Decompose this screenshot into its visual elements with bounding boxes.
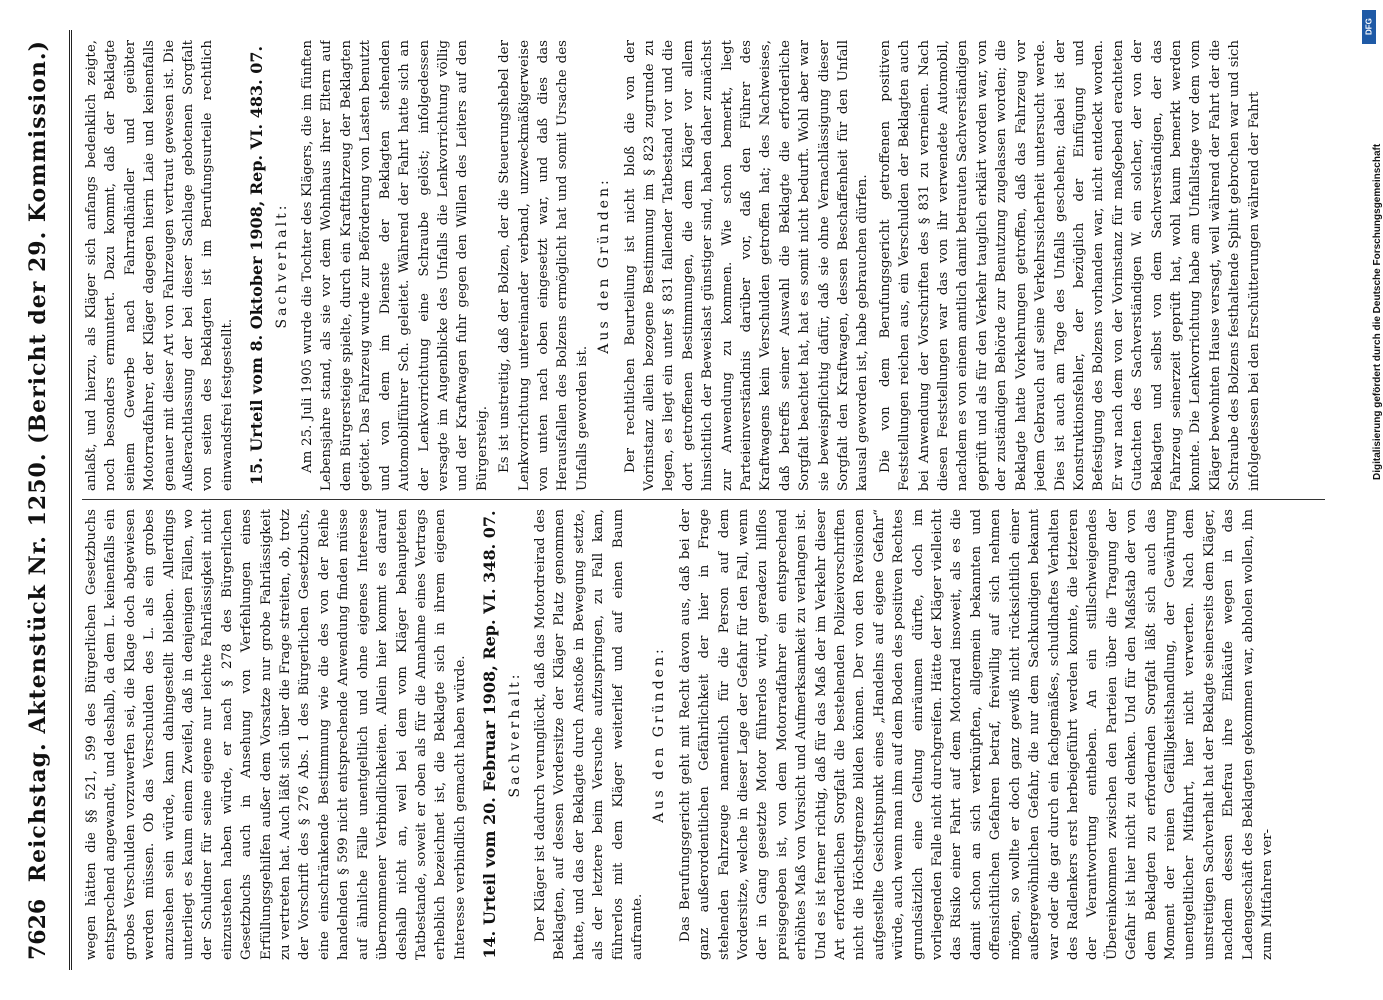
section-subheading: Sachverhalt: [506, 671, 523, 798]
section-heading-15: 15. Urteil vom 8. Oktober 1908, Rep. VI. 483. 07. [247, 45, 267, 486]
page-number: 7626 [25, 898, 51, 960]
left-column [82, 509, 1325, 960]
right-column [82, 40, 1325, 491]
page-header [25, 30, 72, 970]
dfg-logo: DFG [1362, 10, 1376, 44]
paragraph: Der rechtlichen Beurteilung ist nicht bloß die von der Vorinstanz allein bezogene Bestimmung im § 823 zugrunde zu legen, es liegt ein unter § 831 fallender Tatbestand vor und die dort getroffenen Bestimmungen, die dem Kläger vor allem hinsichtlich der Beweislast günstiger sind, haben daher zunächst zur Anwendung zu kommen. Wie schon bemerkt, liegt Parteieinverständnis darüber vor, daß den Führer des Kraftwagens kein Verschulden getroffen hat; des Nachweises, daß betreffs seiner Auswahl die Beklagte die erforderliche Sorgfalt beachtet hat, hat es somit nicht bedurft. Wohl aber war sie beweispflichtig dafür, daß sie ohne Vernachlässigung dieser Sorgfalt den Kraftwagen, dessen Beschaffenheit für den Unfall kausal geworden ist, habe gebrauchen dürfen. [622, 40, 871, 491]
text-columns [72, 30, 1325, 970]
digitization-credit: Digitalisierung gefördert durch die Deutsche Forschungsgemeinschaft [1372, 143, 1383, 480]
section-heading-14: 14. Urteil vom 20. Februar 1908, Rep. VI. 348. 07. [480, 510, 500, 959]
section-subheading: Sachverhalt: [273, 202, 290, 329]
paragraph: Die von dem Berufungsgericht getroffenen positiven Feststellungen reichen aus, ein Verschulden der Beklagten auch bei Anwendung der Vorschriften des § 831 zu verneinen. Nach diesen Feststellungen war das von ihr verwendete Automobil, nachdem es von einem amtlich damit betrauten Sachverständigen geprüft und als für den Verkehr tauglich erklärt worden war, von der zuständigen Behörde zur Benutzung zugelassen worden; die Beklagte hatte Vorkehrungen getroffen, daß das Fahrzeug vor jedem Gebrauch auf seine Verkehrssicherheit untersucht werde. Dies ist auch am Tage des Unfalls geschehen; dabei ist der Konstruktionsfehler, der bezüglich der Einfügung und Befestigung des Bolzens vorhanden war, nicht entdeckt worden. Er war nach dem von der Vorinstanz für maßgebend erachteten Gutachten des Sachverständigen W. ein solcher, der von der Beklagten und selbst von dem Sachverständigen, der das Fahrzeug seinerzeit geprüft hat, wohl kaum bemerkt werden konnte. Die Lenkvorrichtung habe am Unfallstage vor dem vom Kläger bewohnten Hause versagt, weil während der Fahrt der die Schraube des Bolzens festhaltende Splint gebrochen war und sich infolgedessen bei den Erschütterungen während der Fahrt [877, 40, 1262, 491]
rotated-page-content [25, 30, 1325, 970]
section-subheading: Aus den Gründen: [651, 646, 668, 823]
paragraph: Das Berufungsgericht geht mit Recht davon aus, daß bei der ganz außerordentlichen Gefährlichkeit der hier in Frage stehenden Fahrzeuge namentlich für die Person auf dem Vordersitze, welche in dieser Lage der Gefahr für den Fall, wenn der in Gang gesetzte Motor führerlos wird, geradezu hilflos preisgegeben ist, von dem Motorradfahrer ein entsprechend erhöhtes Maß von Vorsicht und Aufmerksamkeit zu verlangen ist. Und es ist ferner richtig, daß für das Maß der im Verkehr dieser Art erforderlichen Sorgfalt die bestehenden Polizeivorschriften nicht die Höchstgrenze bilden können. Der von den Revisionen aufgestellte Gesichtspunkt eines „Handelns auf eigene Gefahr“ würde, auch wenn man ihm auf dem Boden des positiven Rechtes grundsätzlich eine Geltung einräumen dürfte, doch im vorliegenden Falle nicht durchgreifen. Hätte der Kläger vielleicht das Risiko einer Fahrt auf dem Motorrad insoweit, als es die damit schon an sich verknüpften, allgemein bekannten und offensichtlichen Gefahren betraf, freiwillig auf sich nehmen mögen, so wollte er doch ganz gewiß nicht rücksichtlich einer außergewöhnlichen Gefahr, die nur dem Sachkundigen bekannt war oder die gar durch ein fachgemäßes, schuldhaftes Verhalten des Radlenkers erst herbeigeführt werden konnte, die letzteren der Verantwortung entheben. An ein stillschweigendes Übereinkommen zwischen den Parteien über die Tragung der Gefahr ist hier nicht zu denken. Und für den Maßstab der von dem Beklagten zu erfordernden Sorgfalt läßt sich auch das Moment der reinen Gefälligkeitshandlung, der Gewährung unentgeltlicher Mitfahrt, hier nicht verwerten. Nach dem unstreitigen Sachverhalt hat der Beklagte seinerseits dem Kläger, nachdem dessen Ehefrau ihre Einkäufe wegen in das Ladengeschäft des Beklagten gekommen war, abholen wollen, ihn zum Mitfahren ver- [677, 509, 1275, 960]
paragraph: wegen hätten die §§ 521, 599 des Bürgerlichen Gesetzbuchs entsprechend angewandt, und deshalb, da dem L. keinenfalls ein grobes Verschulden vorzuwerfen sei, die Klage doch abgewiesen werden müssen. Ob das Verschulden des L. als ein grobes anzusehen sein würde, kann dahingestellt bleiben. Allerdings unterliegt es kaum einem Zweifel, daß in denjenigen Fällen, wo der Schuldner für seine eigene nur leichte Fahrlässigkeit nicht einzustehen haben würde, er nach § 278 des Bürgerlichen Gesetzbuchs auch in Ansehung von Verfehlungen eines Erfüllungsgehilfen außer dem Vorsatze nur grobe Fahrlässigkeit zu vertreten hat. Auch läßt sich über die Frage streiten, ob, trotz der Vorschrift des § 276 Abs. 1 des Bürgerlichen Gesetzbuchs, eine einschränkende Bestimmung wie die des von der Reihe handelnden § 599 nicht entsprechende Anwendung finden müsse auf ähnliche Fälle unentgeltlich und ohne eigenes Interesse übernommener Verbindlichkeiten. Allein hier kommt es darauf deshalb nicht an, weil bei dem vom Kläger behaupteten Tatbestande, soweit er oben als für die Annahme eines Vertrags erheblich bezeichnet ist, die Beklagte sich in ihrem eigenen Interesse verbindlich gemacht haben würde. [84, 509, 468, 960]
paragraph: Es ist unstreitig, daß der Bolzen, der die Steuerungshebel der Lenkvorrichtung untereinander verband, unzweckmäßigerweise von unten nach oben eingesetzt war, und daß dies das Herausfallen des Bolzens ermöglicht hat und somit Ursache des Unfalls geworden ist. [497, 40, 590, 491]
page-title: Reichstag. Aktenstück Nr. 1250. (Bericht der 29. Kommission.) [25, 40, 51, 883]
paragraph: Am 25. Juli 1905 wurde die Tochter des Klägers, die im fünften Lebensjahre stand, als sie vor dem Wohnhaus ihrer Eltern auf dem Bürgersteige spielte, durch ein Kraftfahrzeug der Beklagten getötet. Das Fahrzeug wurde zur Beförderung von Lasten benutzt und von dem im Dienste der Beklagten stehenden Automobilführer Sch. geleitet. Während der Fahrt hatte sich an der Lenkvorrichtung eine Schraube gelöst; infolgedessen versagte im Augenblicke des Unfalls die Lenkvorrichtung völlig und der Kraftwagen fuhr gegen den Willen des Leiters auf den Bürgersteig. [300, 40, 490, 491]
paragraph: Der Kläger ist dadurch verunglückt, daß das Motordreirad des Beklagten, auf dessen Vordersitze der Kläger Platz genommen hatte, und das der Beklagte durch Anstoße in Bewegung setzte, als der letztere beim Versuche aufzuspringen, zu Fall kam, führerlos mit dem Kläger weiterlief und auf einen Baum auframte. [532, 509, 645, 960]
column-divider [82, 499, 1325, 500]
paragraph: anlaßt, und hierzu, als Kläger sich anfangs bedenklich zeigte, noch besonders ermuntert. Dazu kommt, daß der Beklagte seinem Gewerbe nach Fahrradhändler und geübter Motorradfahrer, der Kläger dagegen hierin Laie und keinenfalls genauer mit dieser Art von Fahrzeugen vertraut gewesen ist. Die Außerachtlassung der bei dieser Sachlage gebotenen Sorgfalt von seiten des Beklagten ist im Berufungsurteile rechtlich einwandsfrei festgestellt. [84, 40, 235, 491]
section-subheading: Aus den Gründen: [596, 177, 613, 354]
